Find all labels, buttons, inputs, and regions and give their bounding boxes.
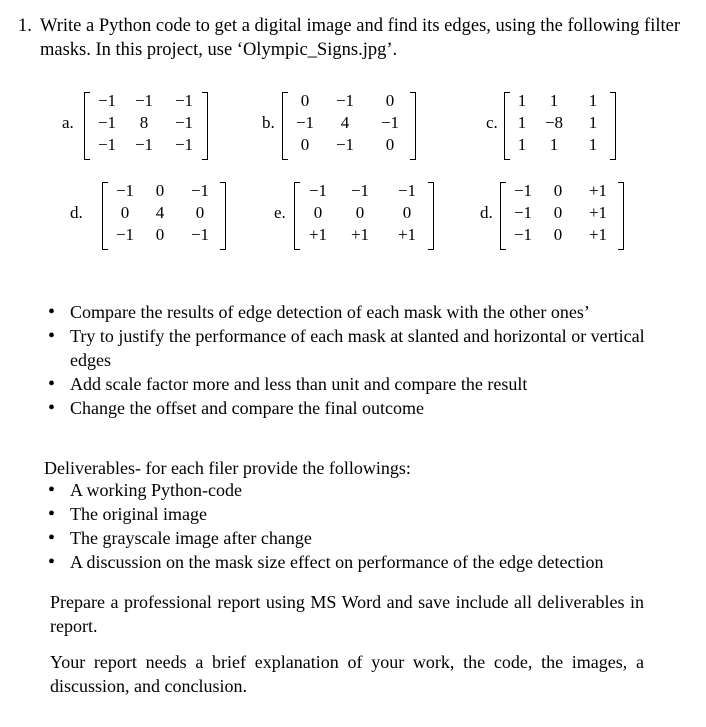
right-bracket <box>618 182 624 250</box>
matrix-cell: 8 <box>139 113 149 132</box>
report-paragraph: Prepare a professional report using MS Word and save include all deliverables in report. <box>50 592 644 636</box>
question-number: 1. <box>18 16 32 36</box>
matrix-cell: 1 <box>588 113 598 132</box>
matrix-cell: −1 <box>513 203 533 222</box>
matrix-cell: 0 <box>313 203 323 222</box>
question-text: Write a Python code to get a digital image and find its edges, using the following filter masks. In this project, use ‘Olympic_Signs.jpg’. <box>40 16 680 60</box>
matrix-cell: 1 <box>517 135 527 154</box>
deliverables-heading: Deliverables- for each filer provide the followings: <box>44 458 411 478</box>
right-bracket <box>410 92 416 160</box>
matrix-cell: +1 <box>308 225 328 244</box>
deliverables-list <box>44 478 674 574</box>
matrix-cell: −1 <box>335 135 355 154</box>
matrix-cell: 0 <box>402 203 412 222</box>
matrix-cell: 1 <box>588 135 598 154</box>
matrix-cell: +1 <box>588 225 608 244</box>
matrix-cell: −1 <box>115 225 135 244</box>
mask-label: d. <box>70 203 83 222</box>
explanation-paragraph: Your report needs a brief explanation of your work, the code, the images, a discussion, and conclusion. <box>50 652 644 696</box>
matrix-cell: −1 <box>190 181 210 200</box>
right-bracket <box>202 92 208 160</box>
mask-label: d. <box>480 203 493 222</box>
matrix-cell: −1 <box>174 135 194 154</box>
matrix-cell: 0 <box>155 225 165 244</box>
right-bracket <box>220 182 226 250</box>
list-item: • A working Python-code <box>44 478 674 502</box>
matrix-cell: 0 <box>300 91 310 110</box>
list-item: • Try to justify the performance of each mask at slanted and horizontal or vertical edges <box>44 324 658 372</box>
matrix-cell: 4 <box>340 113 350 132</box>
matrix-cell: +1 <box>397 225 417 244</box>
matrix-cell: 0 <box>553 181 563 200</box>
matrix-cell: −1 <box>134 135 154 154</box>
mask-label: b. <box>262 113 275 132</box>
matrix-cell: 0 <box>300 135 310 154</box>
matrix-cell: −1 <box>174 113 194 132</box>
list-item: • A discussion on the mask size effect on performance of the edge detection <box>44 550 674 574</box>
matrix-cell: −1 <box>380 113 400 132</box>
matrix-cell: −8 <box>544 113 564 132</box>
matrix-cell: −1 <box>115 181 135 200</box>
matrix-cell: +1 <box>588 203 608 222</box>
matrix-cell: 0 <box>355 203 365 222</box>
matrix-cell: 4 <box>155 203 165 222</box>
matrix-cell: 0 <box>385 135 395 154</box>
list-item: • Compare the results of edge detection of each mask with the other ones’ <box>44 300 658 324</box>
list-item: • Add scale factor more and less than unit and compare the result <box>44 372 658 396</box>
mask-label: e. <box>274 203 286 222</box>
matrix-cell: 0 <box>155 181 165 200</box>
matrix-cell: −1 <box>335 91 355 110</box>
matrix-cell: 0 <box>195 203 205 222</box>
matrix-cell: −1 <box>190 225 210 244</box>
matrix-cell: −1 <box>397 181 417 200</box>
list-item: • The grayscale image after change <box>44 526 674 550</box>
right-bracket <box>610 92 616 160</box>
matrix-cell: 0 <box>553 203 563 222</box>
matrix-cell: −1 <box>97 113 117 132</box>
matrix-cell: −1 <box>513 181 533 200</box>
matrix-cell: −1 <box>97 135 117 154</box>
mask-label: c. <box>486 113 498 132</box>
matrix-cell: 1 <box>517 91 527 110</box>
matrix-cell: 0 <box>385 91 395 110</box>
matrix-cell: −1 <box>308 181 328 200</box>
matrix-cell: −1 <box>174 91 194 110</box>
matrix-cell: +1 <box>350 225 370 244</box>
right-bracket <box>428 182 434 250</box>
list-item: • The original image <box>44 502 674 526</box>
matrix-cell: 1 <box>517 113 527 132</box>
matrix-cell: 0 <box>553 225 563 244</box>
matrix-cell: −1 <box>513 225 533 244</box>
matrix-cell: 0 <box>120 203 130 222</box>
list-item: • Change the offset and compare the final outcome <box>44 396 658 420</box>
matrix-cell: +1 <box>588 181 608 200</box>
matrix-cell: 1 <box>549 91 559 110</box>
matrix-cell: 1 <box>588 91 598 110</box>
matrix-cell: −1 <box>97 91 117 110</box>
matrix-cell: 1 <box>549 135 559 154</box>
matrix-cell: −1 <box>350 181 370 200</box>
mask-label: a. <box>62 113 74 132</box>
matrix-cell: −1 <box>134 91 154 110</box>
matrix-cell: −1 <box>295 113 315 132</box>
task-list <box>44 300 658 420</box>
